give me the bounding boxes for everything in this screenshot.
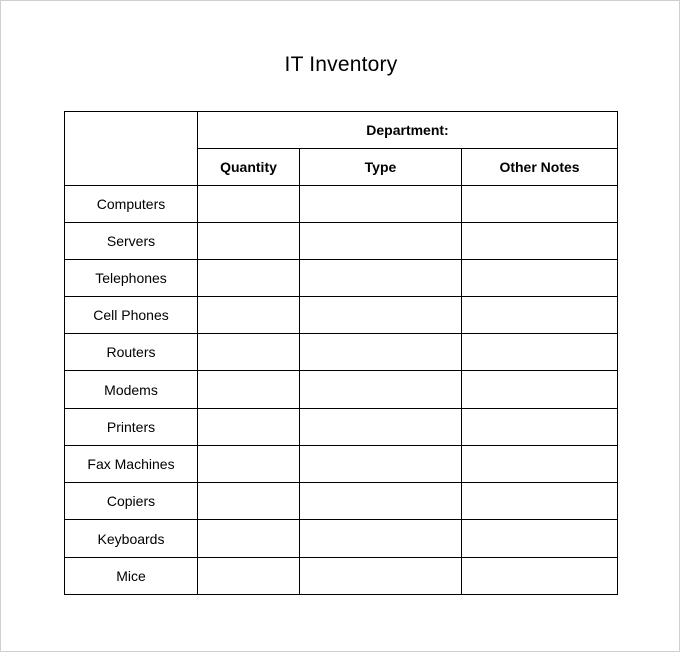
row-label: Copiers (65, 483, 198, 520)
table-row (65, 446, 618, 483)
table-row (65, 520, 618, 558)
row-label: Servers (65, 223, 198, 260)
row-label: Fax Machines (65, 446, 198, 483)
type-cell[interactable] (300, 334, 462, 371)
notes-cell[interactable] (462, 558, 618, 595)
quantity-cell[interactable] (198, 520, 300, 558)
notes-cell[interactable] (462, 260, 618, 297)
quantity-cell[interactable] (198, 223, 300, 260)
quantity-cell[interactable] (198, 483, 300, 520)
notes-cell[interactable] (462, 297, 618, 334)
type-cell[interactable] (300, 483, 462, 520)
type-cell[interactable] (300, 297, 462, 334)
row-label: Computers (65, 186, 198, 223)
quantity-cell[interactable] (198, 409, 300, 446)
quantity-cell[interactable] (198, 371, 300, 409)
type-cell[interactable] (300, 558, 462, 595)
type-cell[interactable] (300, 446, 462, 483)
notes-cell[interactable] (462, 186, 618, 223)
table-row (65, 260, 618, 297)
department-header: Department: (198, 112, 618, 149)
quantity-cell[interactable] (198, 186, 300, 223)
table-row (65, 409, 618, 446)
table-row (65, 297, 618, 334)
notes-cell[interactable] (462, 409, 618, 446)
row-label: Routers (65, 334, 198, 371)
type-cell[interactable] (300, 260, 462, 297)
notes-cell[interactable] (462, 483, 618, 520)
notes-cell[interactable] (462, 371, 618, 409)
row-label: Telephones (65, 260, 198, 297)
notes-cell[interactable] (462, 334, 618, 371)
type-cell[interactable] (300, 186, 462, 223)
quantity-cell[interactable] (198, 297, 300, 334)
column-header-quantity: Quantity (198, 149, 300, 186)
table-row (65, 186, 618, 223)
quantity-cell[interactable] (198, 558, 300, 595)
quantity-cell[interactable] (198, 260, 300, 297)
table-row (65, 223, 618, 260)
table-row (65, 558, 618, 595)
table-row (65, 483, 618, 520)
type-cell[interactable] (300, 520, 462, 558)
notes-cell[interactable] (462, 446, 618, 483)
row-label: Modems (65, 371, 198, 409)
type-cell[interactable] (300, 223, 462, 260)
inventory-table (64, 111, 618, 595)
notes-cell[interactable] (462, 520, 618, 558)
notes-cell[interactable] (462, 223, 618, 260)
row-label: Keyboards (65, 520, 198, 558)
row-label: Mice (65, 558, 198, 595)
table-row (65, 334, 618, 371)
column-header-type: Type (300, 149, 462, 186)
column-header-other-notes: Other Notes (462, 149, 618, 186)
table-row (65, 371, 618, 409)
item-header-empty (65, 112, 198, 186)
type-cell[interactable] (300, 409, 462, 446)
row-label: Cell Phones (65, 297, 198, 334)
row-label: Printers (65, 409, 198, 446)
quantity-cell[interactable] (198, 446, 300, 483)
quantity-cell[interactable] (198, 334, 300, 371)
type-cell[interactable] (300, 371, 462, 409)
page-title: IT Inventory (284, 53, 398, 76)
